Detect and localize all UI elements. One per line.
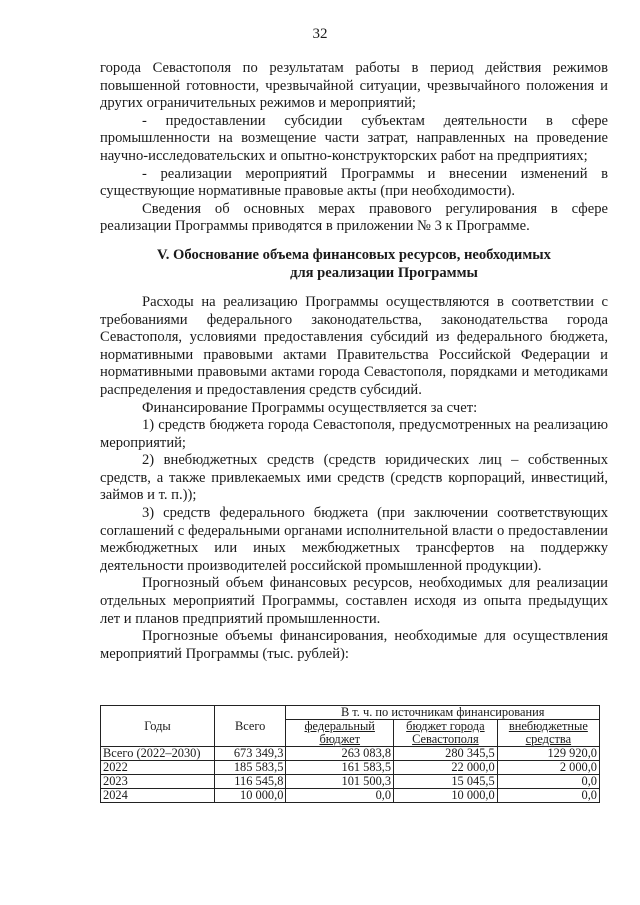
cell-extra: 129 920,0 [497, 747, 599, 761]
cell-total: 185 583,5 [214, 761, 285, 775]
cell-city: 280 345,5 [394, 747, 498, 761]
header-years: Годы [101, 706, 215, 747]
table-row [101, 789, 600, 803]
cell-total: 10 000,0 [214, 789, 285, 803]
header-city: бюджет города Севастополя [394, 720, 498, 747]
paragraph: Сведения об основных мерах правового регулирования в сфере реализации Программы приводятся в приложении № 3 к Программе. [100, 200, 608, 235]
cell-extra: 0,0 [497, 789, 599, 803]
cell-total: 116 545,8 [214, 775, 285, 789]
cell-city: 10 000,0 [394, 789, 498, 803]
paragraph: Финансирование Программы осуществляется за счет: [142, 399, 478, 416]
paragraph: города Севастополя по результатам работы в период действия режимов повышенной готовности, чрезвычайной ситуации, чрезвычайного положения и других ограничительных режимов и мероприятий; [100, 60, 608, 112]
body-text [100, 60, 608, 663]
table-header-row [101, 706, 600, 720]
cell-year: 2023 [101, 775, 215, 789]
table-row [101, 747, 600, 761]
financing-table [100, 705, 600, 803]
paragraph: Прогнозный объем финансовых ресурсов, необходимых для реализации отдельных мероприятий Программы, составлен исходя из опыта предыдущих лет и планов предприятий промышленности. [100, 575, 608, 627]
cell-federal: 161 583,5 [286, 761, 394, 775]
paragraph: 1) средств бюджета города Севастополя, предусмотренных на реализацию мероприятий; [100, 417, 608, 451]
header-total: Всего [214, 706, 285, 747]
header-federal: федеральный бюджет [286, 720, 394, 747]
paragraph: - реализации мероприятий Программы и внесении изменений в существующие нормативные правовые акты (при необходимости). [100, 165, 608, 200]
section-heading-line1: V. Обоснование объема финансовых ресурсов, необходимых [157, 246, 551, 263]
paragraph: - предоставлении субсидии субъектам деятельности в сфере промышленности на возмещение части затрат, направленных на проведение научно-исследовательских и опытно-конструкторских работ на предприятиях; [100, 112, 608, 164]
cell-city: 15 045,5 [394, 775, 498, 789]
table-row [101, 761, 600, 775]
paragraph: Расходы на реализацию Программы осуществляются в соответствии с требованиями федерального законодательства, законодательства города Севастополя, условиями предоставления субсидий из федерального бюджета, нормативными правовыми актами Правительства Российской Федерации и нормативными правовыми актами города Севастополя, порядками и методиками распределения и предоставления средств субсидий. [100, 293, 608, 398]
header-sources: В т. ч. по источникам финансирования [286, 706, 600, 720]
paragraph: 2) внебюджетных средств (средств юридических лиц – собственных средств, а также привлекаемых ими средств (средств корпораций, инвестиций, займов и т. п.)); [100, 452, 608, 504]
cell-year: Всего (2022–2030) [101, 747, 215, 761]
paragraph: 3) средств федерального бюджета (при заключении соответствующих соглашений с федеральными органами исполнительной власти о предоставлении межбюджетных или иных межбюджетных трансфертов на поддержку деятельности производителей российской промышленной продукции). [100, 505, 608, 574]
cell-federal: 263 083,8 [286, 747, 394, 761]
cell-year: 2022 [101, 761, 215, 775]
cell-federal: 0,0 [286, 789, 394, 803]
section-heading-line2: для реализации Программы [290, 264, 478, 281]
page-number: 32 [312, 26, 328, 42]
cell-extra: 0,0 [497, 775, 599, 789]
cell-extra: 2 000,0 [497, 761, 599, 775]
cell-year: 2024 [101, 789, 215, 803]
cell-federal: 101 500,3 [286, 775, 394, 789]
header-extra: внебюджетные средства [497, 720, 599, 747]
section-heading [100, 246, 608, 282]
table-row [101, 775, 600, 789]
paragraph: Прогнозные объемы финансирования, необходимые для осуществления мероприятий Программы (тыс. рублей): [100, 628, 608, 662]
cell-total: 673 349,3 [214, 747, 285, 761]
cell-city: 22 000,0 [394, 761, 498, 775]
